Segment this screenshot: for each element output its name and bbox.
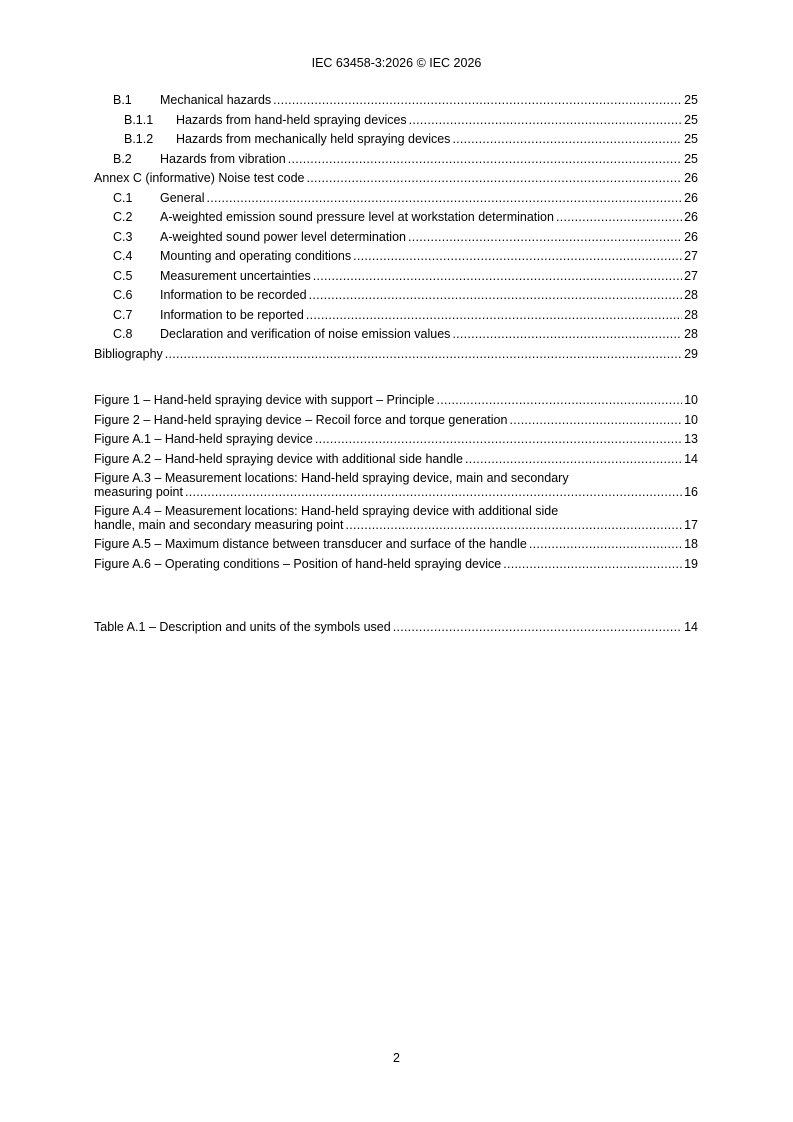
page-number: 2: [393, 1051, 400, 1065]
toc-entry-number: C.8: [113, 327, 133, 341]
toc-entry-number: C.4: [113, 249, 133, 263]
dot-leader: [307, 171, 683, 185]
toc-entry-title: Hazards from hand-held spraying devices: [176, 112, 407, 127]
toc-entry[interactable]: [94, 191, 698, 211]
toc-entry-title: Annex C (informative) Noise test code: [94, 171, 305, 185]
dot-leader: [315, 432, 682, 446]
toc-entry-page: 25: [684, 132, 698, 146]
dot-leader: [529, 537, 682, 551]
toc-entry[interactable]: [94, 171, 698, 191]
toc-entry-title: Measurement uncertainties: [160, 268, 311, 283]
toc-entry-page: 26: [684, 171, 698, 185]
figure-list: [94, 393, 698, 576]
dot-leader: [313, 269, 682, 283]
dot-leader: [556, 210, 682, 224]
dot-leader: [436, 393, 682, 407]
figure-entry-page: 19: [684, 556, 698, 571]
dot-leader: [408, 230, 682, 244]
dot-leader: [306, 308, 682, 322]
toc-entry-page: 25: [684, 112, 698, 127]
toc-entry-number: C.2: [113, 210, 133, 224]
toc-entry-number: B.1: [113, 93, 132, 107]
toc-entry-page: 25: [684, 93, 698, 107]
toc-entry[interactable]: [94, 288, 698, 308]
dot-leader: [165, 347, 682, 361]
figure-entry-page: 17: [684, 518, 698, 532]
toc-entry[interactable]: [94, 327, 698, 347]
figure-entry-title: Figure 1 – Hand-held spraying device with support – Principle: [94, 393, 435, 407]
toc-entry-title: A-weighted emission sound pressure level at workstation determination: [160, 210, 554, 224]
toc-entry[interactable]: [94, 230, 698, 250]
toc-entry-title: Mechanical hazards: [160, 93, 272, 107]
dot-leader: [206, 191, 682, 205]
figure-entry[interactable]: [94, 471, 698, 499]
toc-entry-title: Hazards from vibration: [160, 151, 286, 166]
table-entry-title: Table A.1 – Description and units of the symbols used: [94, 620, 391, 634]
figure-entry[interactable]: [94, 537, 698, 557]
figure-entry-title: Figure A.2 – Hand-held spraying device with additional side handle: [94, 451, 463, 466]
toc-entry-number: B.2: [113, 151, 132, 166]
figure-entry-page: 18: [684, 537, 698, 551]
toc-entry[interactable]: [94, 249, 698, 269]
toc-entry-page: 29: [684, 346, 698, 361]
table-list: [94, 620, 698, 640]
figure-entry-title: Figure A.5 – Maximum distance between transducer and surface of the handle: [94, 537, 527, 551]
figure-entry-page: 10: [684, 412, 698, 427]
figure-entry[interactable]: [94, 557, 698, 577]
toc-entry-number: C.3: [113, 229, 133, 244]
toc-entry[interactable]: [94, 210, 698, 230]
figure-entry[interactable]: [94, 452, 698, 472]
toc-entry-page: 27: [684, 268, 698, 283]
figure-entry-title: Figure A.1 – Hand-held spraying device: [94, 432, 313, 446]
dot-leader: [288, 152, 682, 166]
dot-leader: [452, 132, 682, 146]
table-entry-page: 14: [684, 620, 698, 634]
dot-leader: [309, 288, 682, 302]
toc-entry-title: A-weighted sound power level determination: [160, 229, 406, 244]
dot-leader: [353, 249, 682, 263]
toc-entry-page: 26: [684, 229, 698, 244]
dot-leader: [273, 93, 682, 107]
figure-entry-page: 13: [684, 432, 698, 446]
toc-entry-number: C.5: [113, 268, 133, 283]
toc-entry-title: Mounting and operating conditions: [160, 249, 352, 263]
toc-entry[interactable]: [94, 113, 698, 133]
toc-entry[interactable]: [94, 269, 698, 289]
toc-entry-number: C.1: [113, 190, 133, 205]
table-entry[interactable]: [94, 620, 698, 640]
dot-leader: [503, 557, 682, 571]
toc-entry-page: 25: [684, 151, 698, 166]
dot-leader: [393, 620, 682, 634]
toc-entry[interactable]: [94, 152, 698, 172]
toc-entry[interactable]: [94, 347, 698, 367]
toc-entry-page: 26: [684, 190, 698, 205]
toc-entry[interactable]: [94, 93, 698, 113]
toc-entry-page: 28: [684, 307, 698, 322]
figure-entry[interactable]: [94, 432, 698, 452]
figure-entry-title: Figure A.6 – Operating conditions – Position of hand-held spraying device: [94, 556, 502, 571]
dot-leader: [345, 518, 682, 532]
dot-leader: [452, 327, 682, 341]
dot-leader: [509, 413, 682, 427]
dot-leader: [185, 485, 682, 499]
toc-entry-page: 28: [684, 327, 698, 341]
toc-entry-title: Information to be reported: [160, 307, 304, 322]
toc-entry-title: Information to be recorded: [160, 288, 307, 302]
figure-entry-title-line1: Figure A.3 – Measurement locations: Hand-held spraying device, main and secondary: [94, 471, 569, 485]
figure-entry-page: 14: [684, 451, 698, 466]
toc-entry-number: C.6: [113, 288, 133, 302]
page-header: IEC 63458-3:2026 © IEC 2026: [311, 56, 482, 70]
figure-entry-page: 16: [684, 485, 698, 499]
toc-entry[interactable]: [94, 132, 698, 152]
toc-entry-page: 28: [684, 288, 698, 302]
toc-entry-number: B.1.1: [124, 112, 154, 127]
toc-entries: [94, 93, 698, 366]
toc-entry-title: Hazards from mechanically held spraying devices: [176, 132, 451, 146]
dot-leader: [409, 113, 682, 127]
toc-entry-title: Declaration and verification of noise emission values: [160, 327, 451, 341]
toc-entry-number: C.7: [113, 307, 133, 322]
figure-entry-line2: [94, 518, 698, 532]
figure-entry[interactable]: [94, 413, 698, 433]
figure-entry-title-line2: measuring point: [94, 485, 183, 499]
toc-entry-page: 26: [684, 210, 698, 224]
figure-entry-title: Figure 2 – Hand-held spraying device – Recoil force and torque generation: [94, 412, 508, 427]
toc-entry-title: General: [160, 190, 205, 205]
dot-leader: [465, 452, 682, 466]
toc-entry-number: B.1.2: [124, 132, 154, 146]
toc-entry-page: 27: [684, 249, 698, 263]
figure-entry-page: 10: [684, 393, 698, 407]
figure-entry[interactable]: [94, 393, 698, 413]
figure-entry-title-line1: Figure A.4 – Measurement locations: Hand-held spraying device with additional side: [94, 504, 559, 518]
toc-entry[interactable]: [94, 308, 698, 328]
figure-entry-line2: [94, 485, 698, 499]
toc-entry-title: Bibliography: [94, 346, 163, 361]
figure-entry[interactable]: [94, 504, 698, 532]
figure-entry-title-line2: handle, main and secondary measuring point: [94, 518, 344, 532]
